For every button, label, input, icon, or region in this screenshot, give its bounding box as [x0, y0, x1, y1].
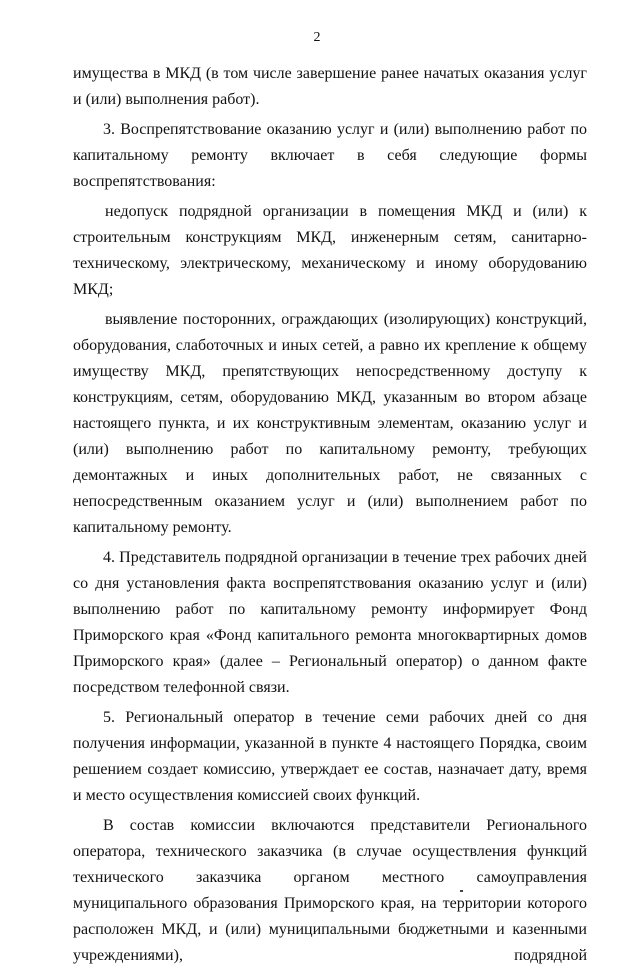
paragraph-continuation: имущества в МКД (в том числе завершение ранее начатых оказания услуг и (или) выполнения работ). — [73, 65, 587, 108]
paragraph-form-denial-of-access: недопуск подрядной организации в помещения МКД и (или) к строительным конструкциям МКД, инженерным сетям, санитарно-техническому, электрическому, механическому и иному оборудованию МКД; — [73, 203, 587, 298]
scan-artifact — [460, 890, 463, 892]
document-body — [73, 61, 587, 973]
paragraph-item-3: 3. Воспрепятствование оказанию услуг и (или) выполнению работ по капитальному ремонту включает в себя следующие формы воспрепятствования: — [73, 121, 587, 190]
paragraph-commission-composition: В состав комиссии включаются представители Регионального оператора, технического заказчика (в случае осуществления функций технического заказчика органом местного самоуправления муниципального образования Приморского края, на территории которого расположен МКД, и (или) муниципальными бюджетными и казенными учреждениями), подрядной — [73, 817, 587, 964]
page-number: 2 — [313, 30, 321, 45]
paragraph-form-foreign-structures: выявление посторонних, ограждающих (изолирующих) конструкций, оборудования, слаботочных и иных сетей, а равно их крепление к общему имуществу МКД, препятствующих непосредственному доступу к конструкциям, сетям, оборудованию МКД, указанным во втором абзаце настоящего пункта, и их конструктивным элементам, оказанию услуг и (или) выполнению работ по капитальному ремонту, требующих демонтажных и иных дополнительных работ, не связанных с непосредственным оказанием услуг и (или) выполнением работ по капитальному ремонту. — [73, 311, 587, 536]
paragraph-item-5: 5. Региональный оператор в течение семи рабочих дней со дня получения информации, указанной в пункте 4 настоящего Порядка, своим решением создает комиссию, утверждает ее состав, назначает дату, время и место осуществления комиссией своих функций. — [73, 709, 587, 804]
paragraph-item-4: 4. Представитель подрядной организации в течение трех рабочих дней со дня установления факта воспрепятствования оказанию услуг и (или) выполнению работ по капитальному ремонту информирует Фонд Приморского края «Фонд капитального ремонта многоквартирных домов Приморского края» (далее – Региональный оператор) о данном факте посредством телефонной связи. — [73, 549, 587, 696]
